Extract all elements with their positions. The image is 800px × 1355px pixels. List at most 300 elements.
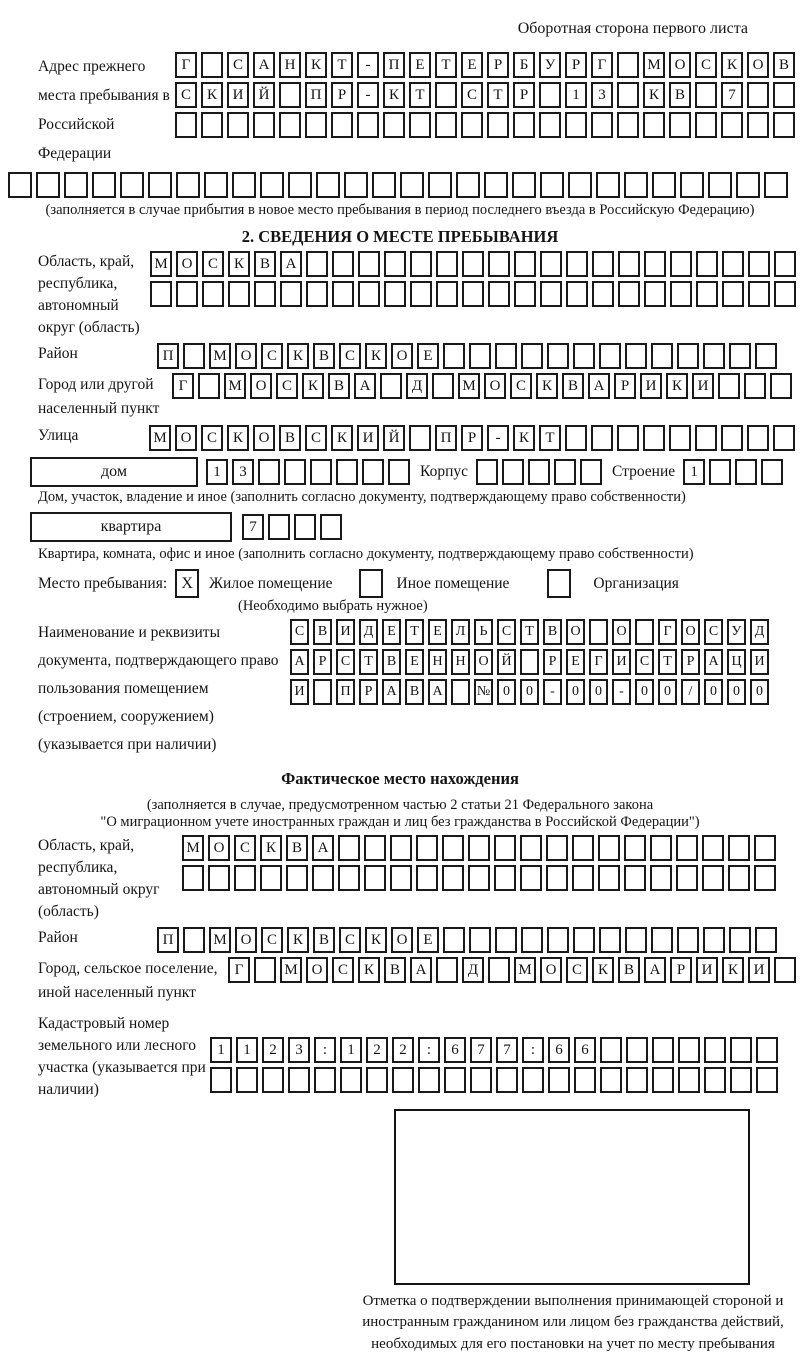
- char-box[interactable]: С: [339, 927, 361, 953]
- char-box[interactable]: Д: [750, 619, 769, 645]
- char-box[interactable]: [669, 112, 691, 138]
- char-box[interactable]: [175, 112, 197, 138]
- char-box[interactable]: [764, 172, 788, 198]
- char-box[interactable]: [183, 927, 205, 953]
- char-box[interactable]: Ь: [474, 619, 493, 645]
- char-box[interactable]: О: [669, 52, 691, 78]
- char-box[interactable]: Т: [539, 425, 561, 451]
- char-box[interactable]: В: [384, 957, 406, 983]
- char-box[interactable]: [435, 82, 457, 108]
- char-box[interactable]: [462, 281, 484, 307]
- char-box[interactable]: Е: [409, 52, 431, 78]
- char-box[interactable]: 0: [750, 679, 769, 705]
- char-box[interactable]: И: [336, 619, 355, 645]
- char-box[interactable]: И: [227, 82, 249, 108]
- char-box[interactable]: В: [773, 52, 795, 78]
- char-box[interactable]: [722, 281, 744, 307]
- char-box[interactable]: В: [313, 619, 332, 645]
- char-box[interactable]: [288, 172, 312, 198]
- char-box[interactable]: 0: [658, 679, 677, 705]
- char-box[interactable]: [730, 1037, 752, 1063]
- char-box[interactable]: 3: [591, 82, 613, 108]
- char-box[interactable]: [596, 172, 620, 198]
- char-box[interactable]: 1: [236, 1037, 258, 1063]
- char-box[interactable]: [36, 172, 60, 198]
- char-box[interactable]: [547, 927, 569, 953]
- char-box[interactable]: 0: [635, 679, 654, 705]
- char-box[interactable]: П: [336, 679, 355, 705]
- char-box[interactable]: У: [539, 52, 561, 78]
- char-box[interactable]: [364, 865, 386, 891]
- char-box[interactable]: [495, 343, 517, 369]
- char-box[interactable]: 2: [262, 1037, 284, 1063]
- char-box[interactable]: К: [592, 957, 614, 983]
- char-box[interactable]: Р: [513, 82, 535, 108]
- char-box[interactable]: А: [588, 373, 610, 399]
- char-box[interactable]: О: [540, 957, 562, 983]
- char-box[interactable]: 0: [566, 679, 585, 705]
- char-box[interactable]: [320, 514, 342, 540]
- char-box[interactable]: [539, 82, 561, 108]
- char-box[interactable]: [573, 927, 595, 953]
- char-box[interactable]: [340, 1067, 362, 1093]
- char-box[interactable]: [573, 343, 595, 369]
- char-box[interactable]: О: [253, 425, 275, 451]
- char-box[interactable]: [268, 514, 290, 540]
- char-box[interactable]: О: [391, 343, 413, 369]
- char-box[interactable]: Г: [172, 373, 194, 399]
- char-box[interactable]: 0: [520, 679, 539, 705]
- char-box[interactable]: [232, 172, 256, 198]
- char-box[interactable]: [747, 112, 769, 138]
- char-box[interactable]: О: [235, 927, 257, 953]
- char-box[interactable]: [384, 281, 406, 307]
- char-box[interactable]: [284, 459, 306, 485]
- char-box[interactable]: [390, 865, 412, 891]
- char-box[interactable]: М: [149, 425, 171, 451]
- char-box[interactable]: Р: [670, 957, 692, 983]
- char-box[interactable]: [495, 927, 517, 953]
- char-box[interactable]: [92, 172, 116, 198]
- char-box[interactable]: [755, 927, 777, 953]
- char-box[interactable]: [443, 927, 465, 953]
- char-box[interactable]: Е: [405, 649, 424, 675]
- char-box[interactable]: К: [365, 343, 387, 369]
- char-box[interactable]: [617, 112, 639, 138]
- char-box[interactable]: -: [357, 52, 379, 78]
- char-box[interactable]: [380, 373, 402, 399]
- char-box[interactable]: В: [669, 82, 691, 108]
- char-box[interactable]: Т: [658, 649, 677, 675]
- char-box[interactable]: [548, 1067, 570, 1093]
- char-box[interactable]: Л: [451, 619, 470, 645]
- char-box[interactable]: А: [253, 52, 275, 78]
- char-box[interactable]: [384, 251, 406, 277]
- char-box[interactable]: [554, 459, 576, 485]
- stay-type-checkbox-organization[interactable]: [547, 569, 571, 598]
- char-box[interactable]: М: [514, 957, 536, 983]
- char-box[interactable]: [565, 112, 587, 138]
- char-box[interactable]: Р: [543, 649, 562, 675]
- char-box[interactable]: [388, 459, 410, 485]
- char-box[interactable]: [676, 865, 698, 891]
- char-box[interactable]: Е: [382, 619, 401, 645]
- char-box[interactable]: К: [228, 251, 250, 277]
- char-box[interactable]: -: [543, 679, 562, 705]
- char-box[interactable]: [568, 172, 592, 198]
- char-box[interactable]: М: [643, 52, 665, 78]
- char-box[interactable]: [468, 835, 490, 861]
- char-box[interactable]: [572, 865, 594, 891]
- char-box[interactable]: [591, 425, 613, 451]
- char-box[interactable]: К: [287, 343, 309, 369]
- char-box[interactable]: Е: [417, 927, 439, 953]
- char-box[interactable]: 7: [242, 514, 264, 540]
- char-box[interactable]: /: [681, 679, 700, 705]
- char-box[interactable]: [635, 619, 654, 645]
- char-box[interactable]: И: [357, 425, 379, 451]
- char-box[interactable]: 6: [444, 1037, 466, 1063]
- char-box[interactable]: К: [287, 927, 309, 953]
- char-box[interactable]: В: [562, 373, 584, 399]
- char-box[interactable]: А: [280, 251, 302, 277]
- char-box[interactable]: [148, 172, 172, 198]
- char-box[interactable]: [748, 281, 770, 307]
- char-box[interactable]: 3: [232, 459, 254, 485]
- char-box[interactable]: 7: [721, 82, 743, 108]
- char-box[interactable]: А: [644, 957, 666, 983]
- char-box[interactable]: С: [175, 82, 197, 108]
- char-box[interactable]: [312, 865, 334, 891]
- char-box[interactable]: [600, 1067, 622, 1093]
- char-box[interactable]: :: [522, 1037, 544, 1063]
- char-box[interactable]: [176, 172, 200, 198]
- char-box[interactable]: [409, 112, 431, 138]
- char-box[interactable]: [540, 251, 562, 277]
- char-box[interactable]: [416, 835, 438, 861]
- char-box[interactable]: П: [157, 927, 179, 953]
- char-box[interactable]: Г: [589, 649, 608, 675]
- char-box[interactable]: [722, 251, 744, 277]
- char-box[interactable]: А: [312, 835, 334, 861]
- char-box[interactable]: [182, 865, 204, 891]
- char-box[interactable]: [310, 459, 332, 485]
- char-box[interactable]: [600, 1037, 622, 1063]
- char-box[interactable]: [599, 927, 621, 953]
- char-box[interactable]: [652, 172, 676, 198]
- char-box[interactable]: [761, 459, 783, 485]
- char-box[interactable]: К: [331, 425, 353, 451]
- char-box[interactable]: 0: [497, 679, 516, 705]
- char-box[interactable]: [625, 927, 647, 953]
- char-box[interactable]: [253, 112, 275, 138]
- char-box[interactable]: [208, 865, 230, 891]
- char-box[interactable]: К: [383, 82, 405, 108]
- char-box[interactable]: Г: [591, 52, 613, 78]
- char-box[interactable]: [514, 251, 536, 277]
- char-box[interactable]: [521, 343, 543, 369]
- char-box[interactable]: 2: [392, 1037, 414, 1063]
- char-box[interactable]: 1: [565, 82, 587, 108]
- char-box[interactable]: [488, 957, 510, 983]
- char-box[interactable]: [383, 112, 405, 138]
- char-box[interactable]: [432, 373, 454, 399]
- char-box[interactable]: [618, 281, 640, 307]
- char-box[interactable]: [650, 865, 672, 891]
- char-box[interactable]: Т: [331, 52, 353, 78]
- char-box[interactable]: [547, 343, 569, 369]
- char-box[interactable]: [754, 835, 776, 861]
- char-box[interactable]: П: [435, 425, 457, 451]
- char-box[interactable]: :: [314, 1037, 336, 1063]
- char-box[interactable]: [696, 251, 718, 277]
- char-box[interactable]: [496, 1067, 518, 1093]
- char-box[interactable]: [695, 112, 717, 138]
- char-box[interactable]: [494, 865, 516, 891]
- char-box[interactable]: [227, 112, 249, 138]
- char-box[interactable]: [198, 373, 220, 399]
- char-box[interactable]: К: [302, 373, 324, 399]
- char-box[interactable]: [332, 281, 354, 307]
- char-box[interactable]: А: [410, 957, 432, 983]
- char-box[interactable]: [695, 82, 717, 108]
- char-box[interactable]: С: [497, 619, 516, 645]
- char-box[interactable]: [338, 835, 360, 861]
- char-box[interactable]: [670, 281, 692, 307]
- char-box[interactable]: Т: [435, 52, 457, 78]
- char-box[interactable]: О: [681, 619, 700, 645]
- char-box[interactable]: [677, 343, 699, 369]
- char-box[interactable]: [624, 172, 648, 198]
- char-box[interactable]: М: [224, 373, 246, 399]
- char-box[interactable]: Д: [462, 957, 484, 983]
- char-box[interactable]: В: [618, 957, 640, 983]
- char-box[interactable]: Е: [566, 649, 585, 675]
- char-box[interactable]: [650, 835, 672, 861]
- char-box[interactable]: В: [279, 425, 301, 451]
- char-box[interactable]: [358, 281, 380, 307]
- char-box[interactable]: 2: [366, 1037, 388, 1063]
- char-box[interactable]: В: [543, 619, 562, 645]
- char-box[interactable]: Т: [487, 82, 509, 108]
- char-box[interactable]: В: [382, 649, 401, 675]
- char-box[interactable]: [676, 835, 698, 861]
- char-box[interactable]: Ц: [727, 649, 746, 675]
- char-box[interactable]: П: [305, 82, 327, 108]
- char-box[interactable]: 6: [548, 1037, 570, 1063]
- char-box[interactable]: К: [666, 373, 688, 399]
- char-box[interactable]: [574, 1067, 596, 1093]
- char-box[interactable]: [651, 927, 673, 953]
- char-box[interactable]: [718, 373, 740, 399]
- char-box[interactable]: [470, 1067, 492, 1093]
- char-box[interactable]: [572, 835, 594, 861]
- char-box[interactable]: Е: [428, 619, 447, 645]
- char-box[interactable]: [521, 927, 543, 953]
- char-box[interactable]: [210, 1067, 232, 1093]
- char-box[interactable]: [476, 459, 498, 485]
- char-box[interactable]: С: [276, 373, 298, 399]
- char-box[interactable]: 3: [288, 1037, 310, 1063]
- char-box[interactable]: [234, 865, 256, 891]
- char-box[interactable]: О: [250, 373, 272, 399]
- char-box[interactable]: [736, 172, 760, 198]
- char-box[interactable]: [721, 112, 743, 138]
- char-box[interactable]: М: [209, 927, 231, 953]
- char-box[interactable]: 0: [727, 679, 746, 705]
- char-box[interactable]: [546, 835, 568, 861]
- char-box[interactable]: [8, 172, 32, 198]
- char-box[interactable]: [120, 172, 144, 198]
- char-box[interactable]: Е: [417, 343, 439, 369]
- stay-type-checkbox-residential[interactable]: X: [175, 569, 199, 598]
- char-box[interactable]: :: [418, 1037, 440, 1063]
- char-box[interactable]: Н: [279, 52, 301, 78]
- char-box[interactable]: О: [474, 649, 493, 675]
- char-box[interactable]: [546, 865, 568, 891]
- char-box[interactable]: М: [458, 373, 480, 399]
- char-box[interactable]: С: [261, 343, 283, 369]
- char-box[interactable]: Й: [383, 425, 405, 451]
- char-box[interactable]: [566, 281, 588, 307]
- char-box[interactable]: [520, 865, 542, 891]
- char-box[interactable]: О: [566, 619, 585, 645]
- char-box[interactable]: [624, 865, 646, 891]
- char-box[interactable]: [678, 1067, 700, 1093]
- char-box[interactable]: [565, 425, 587, 451]
- char-box[interactable]: [260, 172, 284, 198]
- char-box[interactable]: [721, 425, 743, 451]
- char-box[interactable]: [392, 1067, 414, 1093]
- char-box[interactable]: [695, 425, 717, 451]
- char-box[interactable]: В: [254, 251, 276, 277]
- char-box[interactable]: А: [428, 679, 447, 705]
- char-box[interactable]: В: [405, 679, 424, 705]
- char-box[interactable]: [294, 514, 316, 540]
- char-box[interactable]: А: [704, 649, 723, 675]
- char-box[interactable]: К: [643, 82, 665, 108]
- char-box[interactable]: [625, 343, 647, 369]
- char-box[interactable]: М: [150, 251, 172, 277]
- char-box[interactable]: [702, 865, 724, 891]
- char-box[interactable]: П: [383, 52, 405, 78]
- char-box[interactable]: [313, 679, 332, 705]
- char-box[interactable]: Т: [520, 619, 539, 645]
- char-box[interactable]: [183, 343, 205, 369]
- char-box[interactable]: И: [290, 679, 309, 705]
- char-box[interactable]: [451, 679, 470, 705]
- char-box[interactable]: [652, 1037, 674, 1063]
- char-box[interactable]: С: [332, 957, 354, 983]
- char-box[interactable]: [202, 281, 224, 307]
- char-box[interactable]: [598, 835, 620, 861]
- char-box[interactable]: [410, 281, 432, 307]
- char-box[interactable]: Р: [313, 649, 332, 675]
- char-box[interactable]: В: [328, 373, 350, 399]
- char-box[interactable]: [728, 835, 750, 861]
- char-box[interactable]: [64, 172, 88, 198]
- char-box[interactable]: [442, 835, 464, 861]
- char-box[interactable]: Д: [359, 619, 378, 645]
- char-box[interactable]: [362, 459, 384, 485]
- char-box[interactable]: [488, 251, 510, 277]
- char-box[interactable]: [644, 251, 666, 277]
- char-box[interactable]: А: [290, 649, 309, 675]
- char-box[interactable]: [756, 1037, 778, 1063]
- char-box[interactable]: О: [391, 927, 413, 953]
- char-box[interactable]: [773, 425, 795, 451]
- char-box[interactable]: [514, 281, 536, 307]
- char-box[interactable]: [643, 112, 665, 138]
- char-box[interactable]: Н: [451, 649, 470, 675]
- char-box[interactable]: [462, 251, 484, 277]
- char-box[interactable]: [643, 425, 665, 451]
- char-box[interactable]: 7: [496, 1037, 518, 1063]
- char-box[interactable]: И: [696, 957, 718, 983]
- char-box[interactable]: С: [704, 619, 723, 645]
- char-box[interactable]: [305, 112, 327, 138]
- char-box[interactable]: [774, 281, 796, 307]
- char-box[interactable]: [456, 172, 480, 198]
- char-box[interactable]: [670, 251, 692, 277]
- char-box[interactable]: [520, 649, 539, 675]
- char-box[interactable]: [338, 865, 360, 891]
- char-box[interactable]: [747, 425, 769, 451]
- char-box[interactable]: [357, 112, 379, 138]
- char-box[interactable]: [626, 1067, 648, 1093]
- char-box[interactable]: [201, 112, 223, 138]
- char-box[interactable]: [364, 835, 386, 861]
- char-box[interactable]: О: [175, 425, 197, 451]
- char-box[interactable]: Т: [409, 82, 431, 108]
- char-box[interactable]: Р: [681, 649, 700, 675]
- char-box[interactable]: С: [202, 251, 224, 277]
- char-box[interactable]: М: [280, 957, 302, 983]
- char-box[interactable]: С: [227, 52, 249, 78]
- char-box[interactable]: [390, 835, 412, 861]
- char-box[interactable]: [774, 957, 796, 983]
- char-box[interactable]: [696, 281, 718, 307]
- char-box[interactable]: К: [536, 373, 558, 399]
- char-box[interactable]: [617, 82, 639, 108]
- char-box[interactable]: [598, 865, 620, 891]
- char-box[interactable]: В: [313, 343, 335, 369]
- char-box[interactable]: С: [234, 835, 256, 861]
- char-box[interactable]: [703, 927, 725, 953]
- char-box[interactable]: [617, 52, 639, 78]
- char-box[interactable]: [201, 52, 223, 78]
- stay-type-checkbox-other[interactable]: [359, 569, 383, 598]
- char-box[interactable]: Й: [253, 82, 275, 108]
- char-box[interactable]: [702, 835, 724, 861]
- char-box[interactable]: А: [382, 679, 401, 705]
- char-box[interactable]: С: [461, 82, 483, 108]
- char-box[interactable]: [316, 172, 340, 198]
- char-box[interactable]: К: [365, 927, 387, 953]
- char-box[interactable]: И: [612, 649, 631, 675]
- char-box[interactable]: Р: [461, 425, 483, 451]
- char-box[interactable]: [669, 425, 691, 451]
- char-box[interactable]: [539, 112, 561, 138]
- char-box[interactable]: [260, 865, 282, 891]
- char-box[interactable]: -: [357, 82, 379, 108]
- char-box[interactable]: С: [635, 649, 654, 675]
- char-box[interactable]: [435, 112, 457, 138]
- char-box[interactable]: [228, 281, 250, 307]
- char-box[interactable]: [336, 459, 358, 485]
- char-box[interactable]: [680, 172, 704, 198]
- char-box[interactable]: [540, 172, 564, 198]
